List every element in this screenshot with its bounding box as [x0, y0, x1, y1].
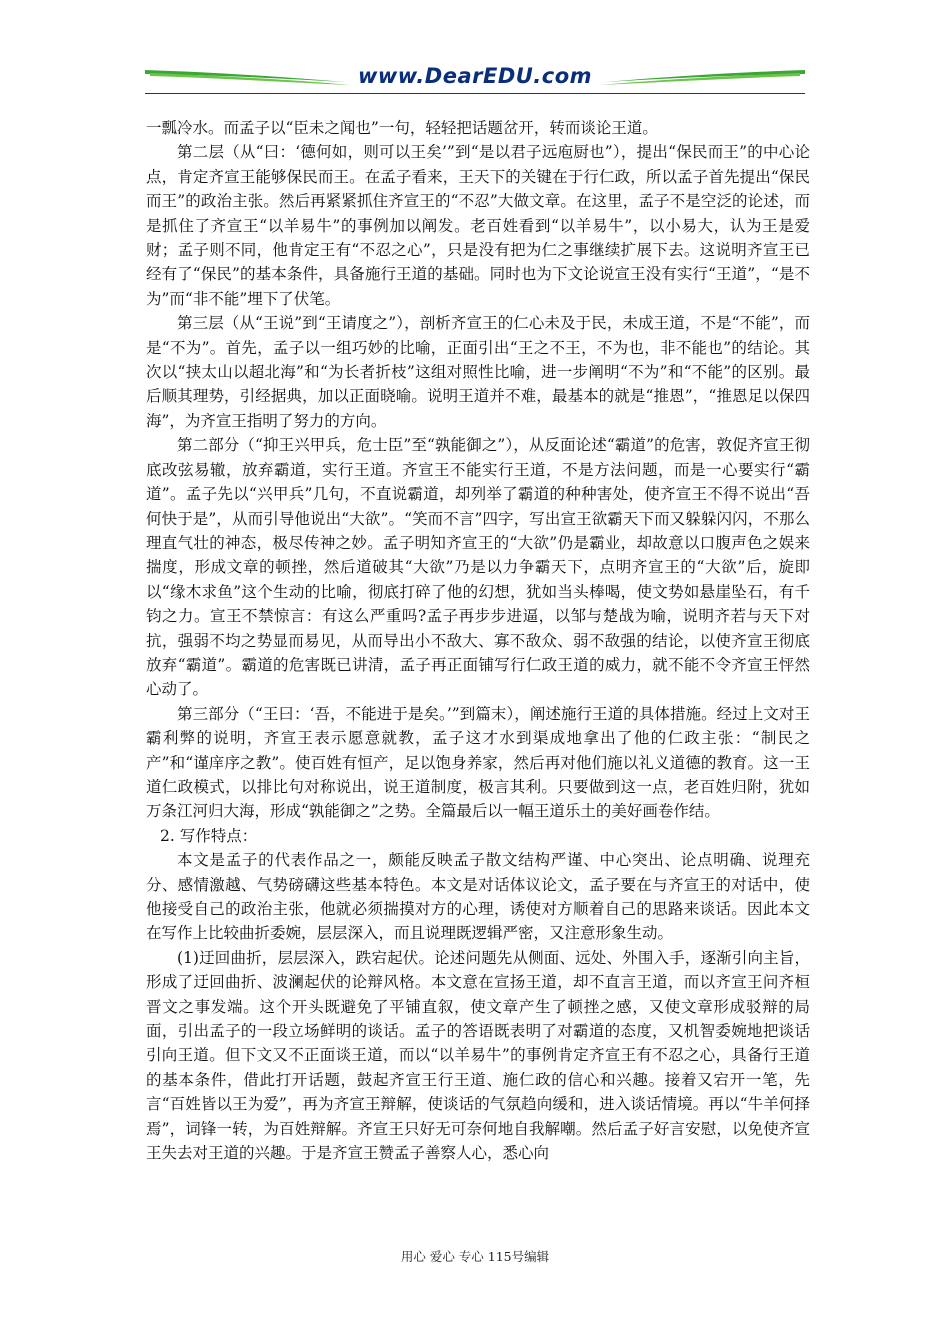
- paragraph: (1)迂回曲折，层层深入，跌宕起伏。论述问题先从侧面、远处、外围入手，逐渐引向主旨，形成了迂回曲折、波澜起伏的论辩风格。本文意在宣扬王道，却不直言王道，而以齐宣王问齐桓晋文之事发端。这个开头既避免了平铺直叙，使文章产生了顿挫之感，又使文章形成驳辩的局面，引出孟子的一段立场鲜明的谈话。孟子的答语既表明了对霸道的态度，又机智委婉地把谈话引向王道。但下文又不正面谈王道，而以“以羊易牛”的事例肯定齐宣王有不忍之心，具备行王道的基本条件，借此打开话题，鼓起齐宣王行王道、施仁政的信心和兴趣。接着又宕开一笔，先言“百姓皆以王为爱”，再为齐宣王辩解，使谈话的气氛趋向缓和，进入谈话情境。再以“牛羊何择焉”，词锋一转，为百姓辩解。齐宣王只好无可奈何地自我解嘲。然后孟子好言安慰，以免使齐宣王失去对王道的兴趣。于是齐宣王赞孟子善察人心，悉心向: [146, 948, 810, 1163]
- page-footer: 用心 爱心 专心 115号编辑: [400, 1249, 550, 1264]
- paragraph: 一瓢冷水。而孟子以“臣未之闻也”一句，轻轻把话题岔开，转而谈论王道。: [146, 119, 658, 137]
- paragraph: 第二部分（“抑王兴甲兵，危士臣”至“孰能御之”），从反面论述“霸道”的危害，敦促齐宣王彻底改弦易辙，放弃霸道，实行王道。齐宣王不能实行王道，不是方法问题，而是一心要实行“霸道”。孟子先以“兴甲兵”几句，不直说霸道，却列举了霸道的种种害处，使齐宣王不得不说出“吾何快于是”，从而引导他说出“大欲”。“笑而不言”四字，写出宣王欲霸天下而又躲躲闪闪，不那么理直气壮的神态，极尽传神之妙。孟子明知齐宣王的“大欲”仍是霸业，却故意以口腹声色之娱来揣度，形成文章的顿挫，然后道破其“大欲”乃是以力争霸天下，点明齐宣王的“大欲”后，旋即以“缘木求鱼”这个生动的比喻，彻底打碎了他的幻想，犹如当头棒喝，使文势如悬崖坠石，有千钧之力。宣王不禁惊言：有这么严重吗?孟子再步步进逼，以邹与楚战为喻，说明齐若与天下对抗，强弱不均之势显而易见，从而导出小不敌大、寡不敌众、弱不敌强的结论，以使齐宣王彻底放弃“霸道”。霸道的危害既已讲清，孟子再正面铺写行仁政王道的威力，就不能不令齐宣王怦然心动了。: [146, 436, 810, 699]
- paragraph: 本文是孟子的代表作品之一，颇能反映孟子散文结构严谨、中心突出、论点明确、说理充分、感情激越、气势磅礴这些基本特色。本文是对话体议论文，孟子要在与齐宣王的对话中，使他接受自己的政治主张，他就必须揣摸对方的心理，诱使对方顺着自己的思路来谈话。因此本文在写作上比较曲折委婉，层层深入，而且说理既逻辑严密，又注意形象生动。: [146, 851, 810, 943]
- section-heading: 2. 写作特点：: [160, 826, 258, 845]
- paragraph: 第三部分（“王曰：‘吾，不能进于是矣。’”到篇末），阐述施行王道的具体措施。经过上文对王霸利弊的说明，齐宣王表示愿意就教，孟子这才水到渠成地拿出了他的仁政主张：“制民之产”和“谨庠序之教”。使百姓有恒产，足以饱身养家，然后再对他们施以礼义道德的教育。这一王道仁政模式，以排比句对称说出，说王道制度，极言其利。只要做到这一点，老百姓归附，犹如万条江河归大海，形成“孰能御之”之势。全篇最后以一幅王道乐土的美好画卷作结。: [146, 704, 810, 821]
- header-divider: [145, 93, 805, 94]
- site-logo-text: www.DearEDU.com: [357, 64, 593, 88]
- paragraph: 第二层（从“曰：‘德何如，则可以王矣’”到“是以君子远庖厨也”），提出“保民而王”的中心论点，肯定齐宣王能够保民而王。在孟子看来，王天下的关键在于行仁政，所以孟子首先提出“保民而王”的政治主张。然后再紧紧抓住齐宣王的“不忍”大做文章。在这里，孟子不是空泛的论述，而是抓住了齐宣王“以羊易牛”的事例加以阐发。老百姓看到“以羊易牛”，以小易大，认为王是爱财；孟子则不同，他肯定王有“不忍之心”，只是没有把为仁之事继续扩展下去。这说明齐宣王已经有了“保民”的基本条件，具备施行王道的基础。同时也为下文论说宣王没有实行“王道”，“是不为”而“非不能”埋下了伏笔。: [146, 143, 810, 308]
- document-body: [146, 116, 810, 1165]
- paragraph: 第三层（从“王说”到“王请度之”），剖析齐宣王的仁心未及于民，未成王道，不是“不能”，而是“不为”。首先，孟子以一组巧妙的比喻，正面引出“王之不王，不为也，非不能也”的结论。其次以“挟太山以超北海”和“为长者折枝”这组对照性比喻，进一步阐明“不为”和“不能”的区别。最后顺其理势，引经据典，加以正面晓喻。说明王道并不难，最基本的就是“推恩”，“推恩足以保四海”，为齐宣王指明了努力的方向。: [146, 314, 810, 430]
- site-header: [145, 60, 805, 94]
